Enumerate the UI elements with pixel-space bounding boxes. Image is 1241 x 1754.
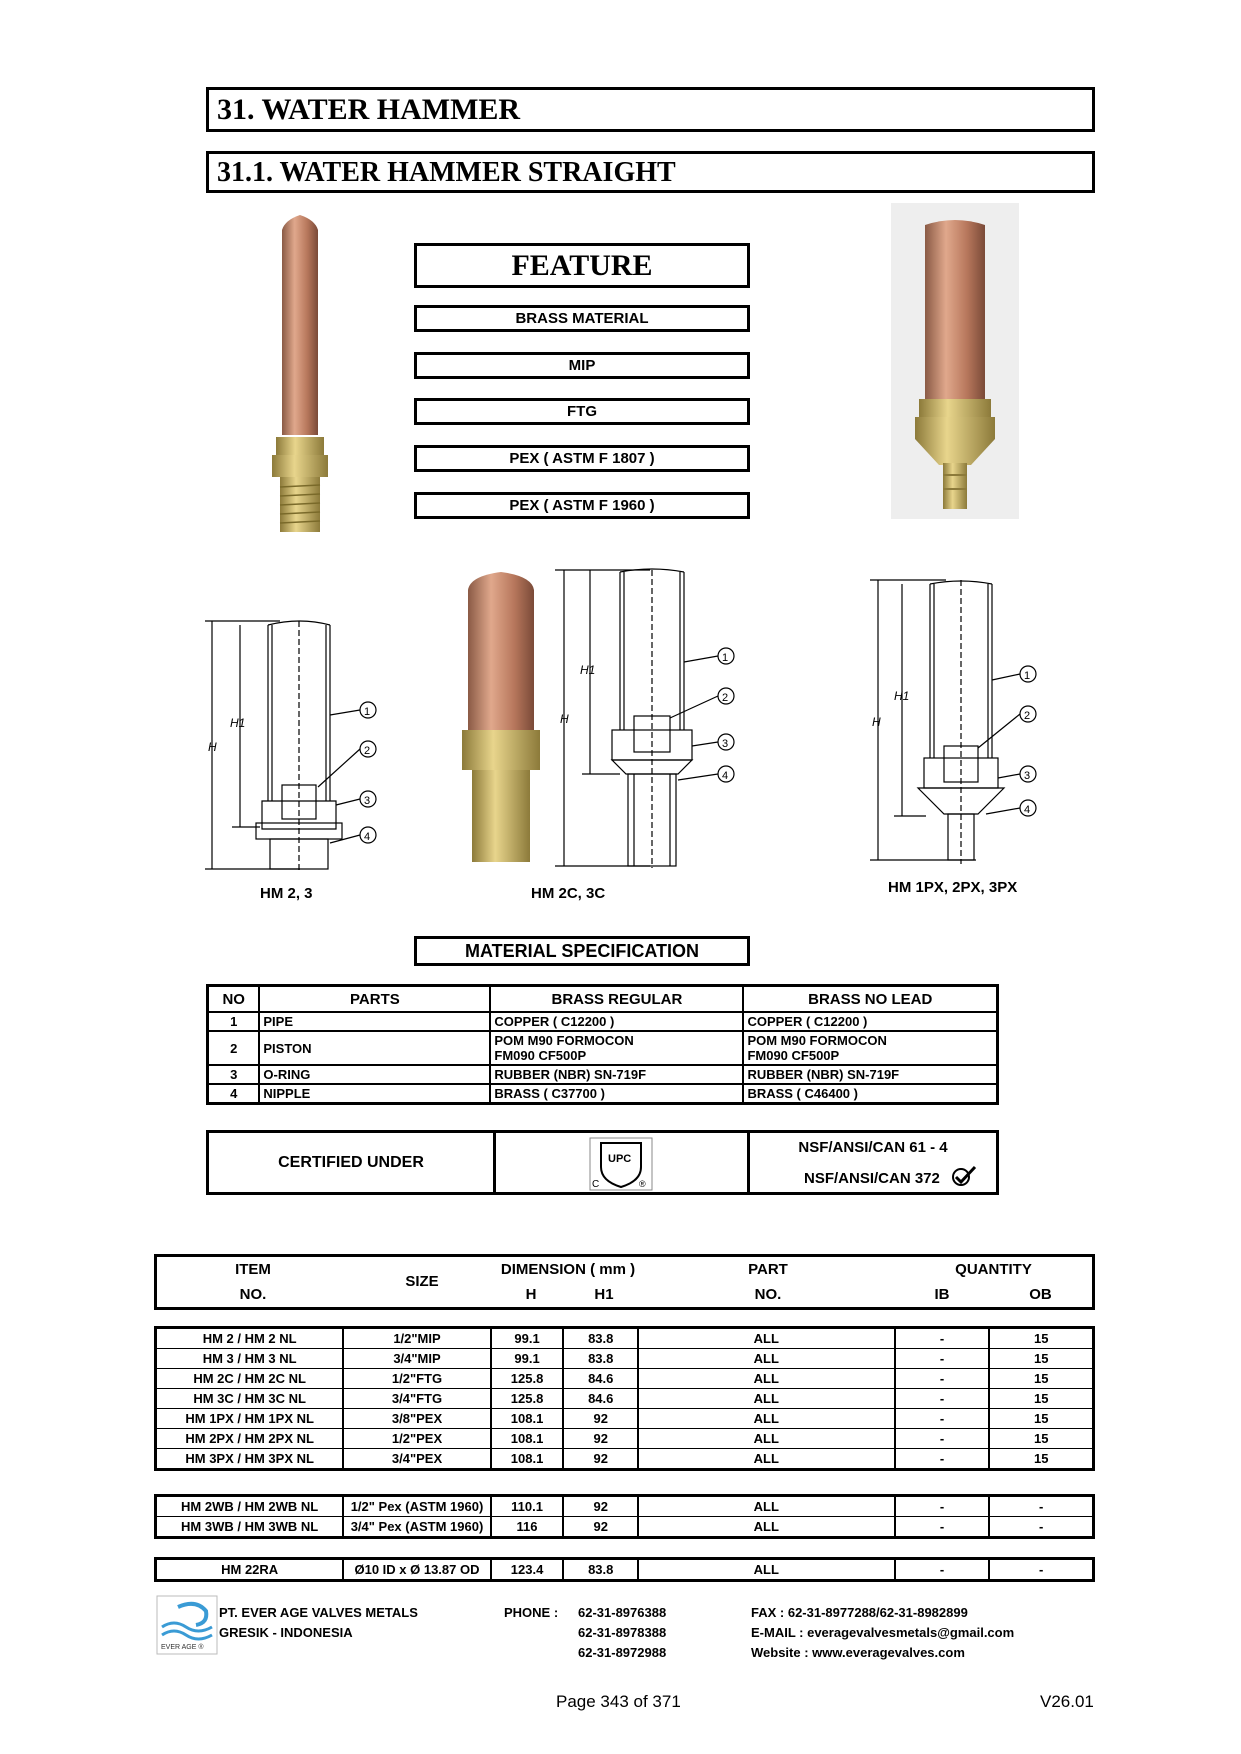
callout-4: 4 bbox=[722, 770, 729, 782]
product-photo-ftg bbox=[460, 570, 542, 870]
certified-label: CERTIFIED UNDER bbox=[209, 1133, 496, 1192]
cell-part: ALL bbox=[638, 1559, 894, 1581]
cell-h: 99.1 bbox=[491, 1349, 564, 1369]
cell-h1: 83.8 bbox=[563, 1559, 638, 1581]
cell: RUBBER (NBR) SN-719F bbox=[490, 1065, 743, 1084]
cell-h1: 92 bbox=[563, 1496, 638, 1517]
col-header: PARTS bbox=[259, 986, 490, 1013]
dim-label-h: H bbox=[560, 712, 569, 726]
cell: 3 bbox=[208, 1065, 260, 1084]
phone-3: 62-31-8972988 bbox=[578, 1645, 667, 1660]
cell-h1: 84.6 bbox=[563, 1369, 638, 1389]
cell-h1: 92 bbox=[563, 1449, 638, 1470]
cell-size: 1/2"FTG bbox=[343, 1369, 490, 1389]
cell-size: 1/2" Pex (ASTM 1960) bbox=[343, 1496, 490, 1517]
cell-ob: 15 bbox=[989, 1389, 1093, 1409]
feature-title: FEATURE bbox=[414, 243, 750, 288]
cell-h1: 83.8 bbox=[563, 1349, 638, 1369]
cell-ib: - bbox=[895, 1369, 990, 1389]
subsection-title: 31.1. WATER HAMMER STRAIGHT bbox=[206, 151, 1095, 193]
cell: BRASS ( C37700 ) bbox=[490, 1084, 743, 1104]
cell-size: 1/2"MIP bbox=[343, 1328, 490, 1349]
cell-item: HM 22RA bbox=[156, 1559, 344, 1581]
cell-h: 110.1 bbox=[491, 1496, 564, 1517]
caption-hm-2c-3c: HM 2C, 3C bbox=[531, 885, 606, 902]
col-header: NO bbox=[208, 986, 260, 1013]
callout-1: 1 bbox=[364, 706, 371, 718]
upc-logo-text: UPC bbox=[608, 1153, 632, 1165]
cell-item: HM 2WB / HM 2WB NL bbox=[156, 1496, 344, 1517]
table-row bbox=[156, 1328, 1094, 1349]
cell-size: 3/8"PEX bbox=[343, 1409, 490, 1429]
cell-size: 3/4" Pex (ASTM 1960) bbox=[343, 1517, 490, 1538]
certified-box bbox=[206, 1130, 999, 1195]
material-spec-title: MATERIAL SPECIFICATION bbox=[414, 936, 750, 966]
callout-1: 1 bbox=[1024, 670, 1031, 682]
dim-label-h: H bbox=[872, 715, 881, 729]
dim-label-h1: H1 bbox=[580, 663, 596, 677]
cell-item: HM 3 / HM 3 NL bbox=[156, 1349, 344, 1369]
cell: 1 bbox=[208, 1012, 260, 1031]
cell-part: ALL bbox=[638, 1369, 894, 1389]
cell-item: HM 2C / HM 2C NL bbox=[156, 1369, 344, 1389]
col-header: BRASS REGULAR bbox=[490, 986, 743, 1013]
dimension-group-1 bbox=[154, 1326, 1095, 1471]
cell-item: HM 3WB / HM 3WB NL bbox=[156, 1517, 344, 1538]
cell-part: ALL bbox=[638, 1389, 894, 1409]
cell-ib: - bbox=[895, 1517, 990, 1538]
cell-part: ALL bbox=[638, 1349, 894, 1369]
table-row bbox=[156, 1409, 1094, 1429]
table-row bbox=[156, 1369, 1094, 1389]
cell-ib: - bbox=[895, 1429, 990, 1449]
cell: 4 bbox=[208, 1084, 260, 1104]
dim-label-h1: H1 bbox=[230, 716, 246, 730]
feature-item: FTG bbox=[414, 398, 750, 425]
cell-item: HM 3PX / HM 3PX NL bbox=[156, 1449, 344, 1470]
cell-ib: - bbox=[895, 1496, 990, 1517]
cell: 2 bbox=[208, 1031, 260, 1065]
cell-ob: 15 bbox=[989, 1429, 1093, 1449]
callout-4: 4 bbox=[364, 831, 371, 843]
upc-logo-icon bbox=[589, 1137, 653, 1191]
cell-ob: 15 bbox=[989, 1328, 1093, 1349]
cell-item: HM 2 / HM 2 NL bbox=[156, 1328, 344, 1349]
cell-h1: 84.6 bbox=[563, 1389, 638, 1409]
callout-2: 2 bbox=[722, 692, 729, 704]
cell-ib: - bbox=[895, 1349, 990, 1369]
cell bbox=[743, 1031, 997, 1065]
product-photo-pex bbox=[891, 203, 1019, 519]
cert-logo-cell bbox=[493, 1133, 750, 1192]
version: V26.01 bbox=[1040, 1692, 1094, 1711]
cell-size: 3/4"MIP bbox=[343, 1349, 490, 1369]
cell-part: ALL bbox=[638, 1517, 894, 1538]
table-row bbox=[156, 1389, 1094, 1409]
phone-2: 62-31-8978388 bbox=[578, 1625, 667, 1640]
cell-ob: 15 bbox=[989, 1409, 1093, 1429]
col-header-h1: H1 bbox=[594, 1286, 614, 1303]
cell-size: 3/4"PEX bbox=[343, 1449, 490, 1470]
product-photo-mip bbox=[270, 215, 350, 540]
col-header-ob: OB bbox=[1029, 1286, 1052, 1303]
caption-hm-px: HM 1PX, 2PX, 3PX bbox=[888, 879, 1018, 896]
cell-part: ALL bbox=[638, 1496, 894, 1517]
cell-size: 3/4"FTG bbox=[343, 1389, 490, 1409]
callout-1: 1 bbox=[722, 652, 729, 664]
cell-ob: - bbox=[989, 1517, 1093, 1538]
section-title: 31. WATER HAMMER bbox=[206, 87, 1095, 132]
cell: COPPER ( C12200 ) bbox=[743, 1012, 997, 1031]
cell: PIPE bbox=[259, 1012, 490, 1031]
col-header-dimension: DIMENSION ( mm ) bbox=[500, 1261, 636, 1278]
page-number: Page 343 of 371 bbox=[556, 1692, 681, 1711]
check-mark-icon bbox=[951, 1165, 977, 1187]
col-header-h: H bbox=[525, 1286, 537, 1303]
cell-h1: 92 bbox=[563, 1409, 638, 1429]
cell-ob: - bbox=[989, 1559, 1093, 1581]
phone-label: PHONE : bbox=[504, 1605, 559, 1620]
cell-h: 125.8 bbox=[491, 1389, 564, 1409]
table-row bbox=[156, 1559, 1094, 1581]
table-row bbox=[156, 1429, 1094, 1449]
cell-ob: 15 bbox=[989, 1349, 1093, 1369]
phone-1: 62-31-8976388 bbox=[578, 1605, 667, 1620]
feature-item: BRASS MATERIAL bbox=[414, 305, 750, 332]
table-header-row bbox=[208, 986, 998, 1013]
cell-part: ALL bbox=[638, 1409, 894, 1429]
callout-2: 2 bbox=[364, 745, 371, 757]
cell-size: 1/2"PEX bbox=[343, 1429, 490, 1449]
cell-line: FM090 CF500P bbox=[747, 1048, 840, 1063]
col-header-item: ITEM bbox=[235, 1261, 271, 1278]
cell-h: 108.1 bbox=[491, 1449, 564, 1470]
cell-ib: - bbox=[895, 1328, 990, 1349]
cell-ib: - bbox=[895, 1389, 990, 1409]
cell-ib: - bbox=[895, 1559, 990, 1581]
table-row bbox=[156, 1449, 1094, 1470]
cell-size: Ø10 ID x Ø 13.87 OD bbox=[343, 1559, 490, 1581]
caption-hm-2-3: HM 2, 3 bbox=[260, 885, 313, 902]
cell-part: ALL bbox=[638, 1328, 894, 1349]
cell-item: HM 3C / HM 3C NL bbox=[156, 1389, 344, 1409]
col-header-quantity: QUANTITY bbox=[955, 1261, 1032, 1278]
cert-std-1: NSF/ANSI/CAN 61 - 4 bbox=[798, 1139, 948, 1156]
cell-line: POM M90 FORMOCON bbox=[494, 1033, 634, 1048]
website: Website : www.everagevalves.com bbox=[751, 1645, 965, 1660]
dimension-group-3 bbox=[154, 1557, 1095, 1582]
cell-h: 99.1 bbox=[491, 1328, 564, 1349]
cell-h1: 92 bbox=[563, 1517, 638, 1538]
feature-item: PEX ( ASTM F 1960 ) bbox=[414, 492, 750, 519]
feature-item: MIP bbox=[414, 352, 750, 379]
cell: RUBBER (NBR) SN-719F bbox=[743, 1065, 997, 1084]
callout-4: 4 bbox=[1024, 804, 1031, 816]
cell-h: 108.1 bbox=[491, 1429, 564, 1449]
cell bbox=[490, 1031, 743, 1065]
cell-ob: 15 bbox=[989, 1369, 1093, 1389]
table-row bbox=[208, 1084, 998, 1104]
ever-age-logo-text: EVER AGE ® bbox=[161, 1644, 204, 1651]
company-name: PT. EVER AGE VALVES METALS bbox=[219, 1605, 418, 1620]
cell-h1: 83.8 bbox=[563, 1328, 638, 1349]
fax: FAX : 62-31-8977288/62-31-8982899 bbox=[751, 1605, 968, 1620]
upc-logo-r: ® bbox=[639, 1179, 646, 1189]
cell-part: ALL bbox=[638, 1449, 894, 1470]
cell-item: HM 2PX / HM 2PX NL bbox=[156, 1429, 344, 1449]
cell-ib: - bbox=[895, 1409, 990, 1429]
cell-item: HM 1PX / HM 1PX NL bbox=[156, 1409, 344, 1429]
table-row bbox=[156, 1517, 1094, 1538]
company-city: GRESIK - INDONESIA bbox=[219, 1625, 353, 1640]
diagram-hm-2c-3c bbox=[550, 568, 750, 872]
dimension-table-header bbox=[154, 1254, 1095, 1310]
cell: NIPPLE bbox=[259, 1084, 490, 1104]
col-header-ib: IB bbox=[934, 1286, 950, 1303]
cell-line: FM090 CF500P bbox=[494, 1048, 587, 1063]
callout-2: 2 bbox=[1024, 710, 1031, 722]
col-header-part: PART bbox=[748, 1261, 788, 1278]
cell-ob: 15 bbox=[989, 1449, 1093, 1470]
dim-label-h1: H1 bbox=[894, 689, 910, 703]
cell: PISTON bbox=[259, 1031, 490, 1065]
diagram-hm-2-3 bbox=[200, 615, 390, 875]
feature-item: PEX ( ASTM F 1807 ) bbox=[414, 445, 750, 472]
callout-3: 3 bbox=[364, 795, 371, 807]
cell-ib: - bbox=[895, 1449, 990, 1470]
upc-logo-c: C bbox=[592, 1179, 600, 1190]
material-spec-table bbox=[206, 984, 999, 1105]
cell-h: 123.4 bbox=[491, 1559, 564, 1581]
cell: BRASS ( C46400 ) bbox=[743, 1084, 997, 1104]
cell-ob: - bbox=[989, 1496, 1093, 1517]
cert-std-2: NSF/ANSI/CAN 372 bbox=[804, 1170, 940, 1187]
col-header-size: SIZE bbox=[405, 1273, 439, 1290]
cell-h: 116 bbox=[491, 1517, 564, 1538]
cell: COPPER ( C12200 ) bbox=[490, 1012, 743, 1031]
col-header-part-no: NO. bbox=[754, 1286, 782, 1303]
table-row bbox=[156, 1349, 1094, 1369]
cell-h: 125.8 bbox=[491, 1369, 564, 1389]
email: E-MAIL : everagevalvesmetals@gmail.com bbox=[751, 1625, 1015, 1640]
cell-h1: 92 bbox=[563, 1429, 638, 1449]
cell-line: POM M90 FORMOCON bbox=[747, 1033, 887, 1048]
callout-3: 3 bbox=[1024, 770, 1031, 782]
col-header-item-no: NO. bbox=[239, 1286, 267, 1303]
table-row bbox=[208, 1031, 998, 1065]
cell-part: ALL bbox=[638, 1429, 894, 1449]
cell: O-RING bbox=[259, 1065, 490, 1084]
dimension-group-2 bbox=[154, 1494, 1095, 1539]
table-row bbox=[208, 1065, 998, 1084]
ever-age-logo bbox=[156, 1595, 218, 1655]
callout-3: 3 bbox=[722, 738, 729, 750]
col-header: BRASS NO LEAD bbox=[743, 986, 997, 1013]
table-row bbox=[208, 1012, 998, 1031]
table-row bbox=[156, 1496, 1094, 1517]
cell-h: 108.1 bbox=[491, 1409, 564, 1429]
dim-label-h: H bbox=[208, 740, 217, 754]
diagram-hm-1px-2px-3px bbox=[866, 578, 1056, 866]
